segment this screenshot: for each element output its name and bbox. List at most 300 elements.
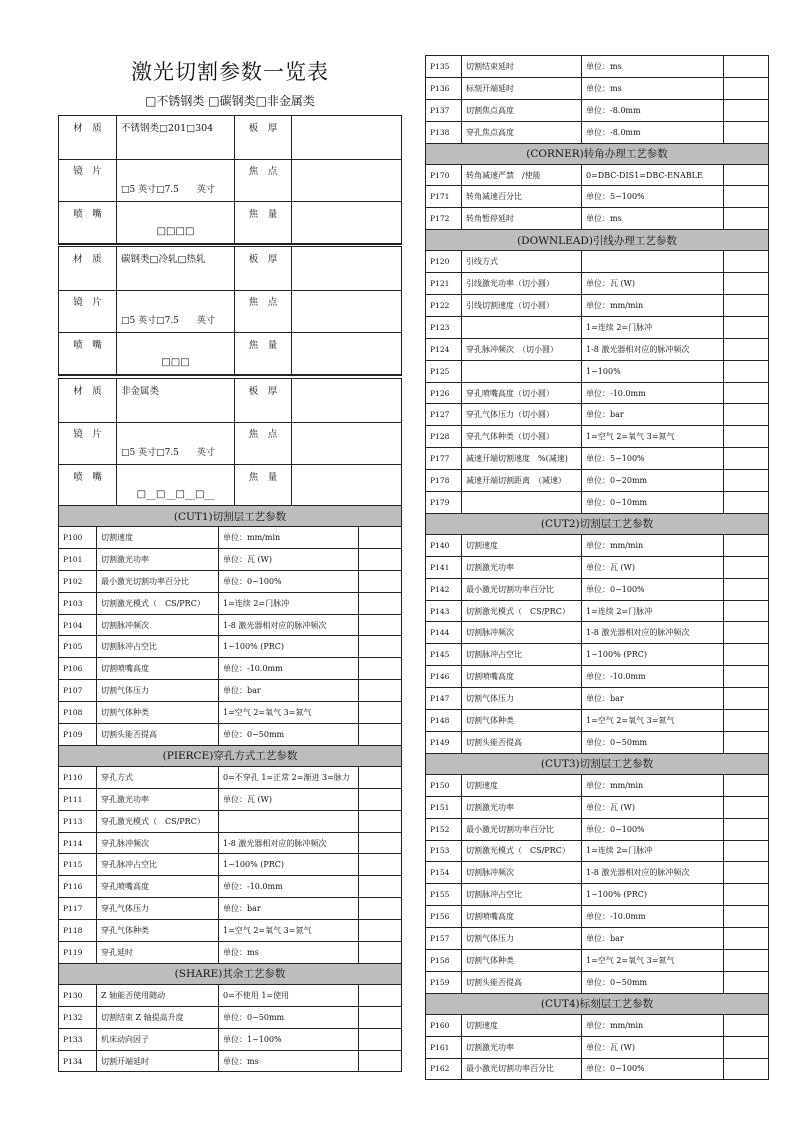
param-code: P159 [426,971,462,993]
section-title: (CUT3)切割层工艺参数 [426,753,769,774]
thickness-value [292,116,402,160]
param-unit: 单位：mm/min [582,534,724,556]
param-row [59,810,402,832]
param-code: P121 [426,273,462,295]
param-name: 转角减速严禁 /使能 [462,164,582,186]
param-unit: 0=DBC-DIS1=DBC-ENABLE [582,164,724,186]
param-unit: 单位：瓦 (W) [582,273,724,295]
param-name: 转角暂停延时 [462,208,582,230]
section-title: (PIERCE)穿孔方式工艺参数 [59,745,402,766]
param-value [724,796,769,818]
param-code: P142 [426,578,462,600]
param-code: P170 [426,164,462,186]
section-title: (SHARE)其余工艺参数 [59,963,402,984]
param-unit: 单位：mm/min [582,774,724,796]
param-code: P146 [426,666,462,688]
material-value: 不锈钢类□201□304 [117,116,235,160]
param-row [426,492,769,514]
param-name: 切割激光功率 [462,556,582,578]
focal-label: 焦 量 [235,202,292,244]
param-name: 穿孔气体压力（切小圆） [462,404,582,426]
param-unit: 单位：0~100% [582,818,724,840]
focal-label: 焦 量 [235,333,292,375]
param-code: P105 [59,636,97,658]
param-code: P141 [426,556,462,578]
param-row [59,854,402,876]
param-code: P153 [426,840,462,862]
material-label: 材 质 [59,116,117,160]
param-name: 切割速度 [97,527,219,549]
material-label: 材 质 [59,379,117,423]
section-header [426,230,769,251]
param-value [359,920,402,942]
param-code: P147 [426,688,462,710]
param-code: P100 [59,527,97,549]
param-value [724,492,769,514]
param-name: 穿孔激光模式（ CS/PRC） [97,810,219,832]
param-code: P130 [59,984,97,1006]
material-value: 碳钢类□冷轧□热轧 [117,247,235,291]
param-unit: 单位：瓦 (W) [582,1036,724,1058]
param-unit: 单位：bar [582,404,724,426]
param-row [426,840,769,862]
param-code: P155 [426,884,462,906]
param-unit: 1=空气 2=氧气 3=氮气 [582,949,724,971]
param-unit: 单位：0~50mm [582,971,724,993]
param-row [426,77,769,99]
param-name: 穿孔焦点高度 [462,121,582,143]
param-code: P149 [426,731,462,753]
param-name: 切割喷嘴高度 [462,906,582,928]
param-code: P108 [59,702,97,724]
param-value [359,1028,402,1050]
param-value [724,731,769,753]
param-value [359,702,402,724]
param-row [426,208,769,230]
param-code: P157 [426,928,462,950]
param-row [59,984,402,1006]
param-value [724,774,769,796]
param-name: 切割气体种类 [462,949,582,971]
param-row [426,666,769,688]
param-value [359,680,402,702]
param-code: P114 [59,832,97,854]
param-code: P156 [426,906,462,928]
param-unit: 1-8 激光器相对应的脉冲频次 [219,614,359,636]
param-code: P161 [426,1036,462,1058]
param-value [724,534,769,556]
param-name: Z 轴能否使用随动 [97,984,219,1006]
param-value [724,448,769,470]
param-unit: 1~100% [582,360,724,382]
param-value [359,898,402,920]
material-value: 非金属类 [117,379,235,423]
param-unit: 1~100% (PRC) [219,854,359,876]
param-unit: 1-8 激光器相对应的脉冲频次 [582,862,724,884]
param-code: P111 [59,788,97,810]
param-row [426,906,769,928]
param-row [59,614,402,636]
param-value [724,906,769,928]
param-name: 引线方式 [462,251,582,273]
param-code: P162 [426,1058,462,1080]
param-row [59,680,402,702]
focal-label: 焦 量 [235,465,292,507]
param-row [426,99,769,121]
param-row [426,1036,769,1058]
param-unit: 1=空气 2=氧气 3=氮气 [582,426,724,448]
param-value [724,121,769,143]
lens-value: □5 英寸□7.5 英寸 [117,291,235,333]
param-name: 切割气体种类 [462,710,582,732]
param-code: P158 [426,949,462,971]
param-value [724,316,769,338]
param-code: P137 [426,99,462,121]
param-name: 切割气体压力 [462,688,582,710]
param-value [359,984,402,1006]
section-header [59,963,402,984]
section-header [426,993,769,1014]
focus-value [292,291,402,333]
param-value [724,99,769,121]
param-name: 最小激光切割功率百分比 [462,578,582,600]
param-name: 切割脉冲频次 [462,622,582,644]
param-value [724,928,769,950]
param-unit: 1~100% (PRC) [582,884,724,906]
param-value [724,404,769,426]
param-unit: 1=空气 2=氧气 3=氮气 [219,920,359,942]
param-unit [582,251,724,273]
focus-label: 焦 点 [235,160,292,202]
param-name: 切割脉冲占空比 [462,644,582,666]
param-row [59,920,402,942]
param-unit: 单位：bar [219,898,359,920]
param-code: P115 [59,854,97,876]
param-row [59,548,402,570]
param-value [359,832,402,854]
param-value [359,766,402,788]
param-name: 切割速度 [462,534,582,556]
param-name: 切割结束 Z 轴提高升度 [97,1006,219,1028]
param-row [426,121,769,143]
param-name: 切割速度 [462,1014,582,1036]
param-code: P124 [426,338,462,360]
param-unit: 单位：1~100% [219,1028,359,1050]
param-code: P110 [59,766,97,788]
param-row [426,710,769,732]
param-unit: 1-8 激光器相对应的脉冲频次 [219,832,359,854]
param-unit: 单位：0~20mm [582,470,724,492]
param-name: 转角减速百分比 [462,186,582,208]
param-row [426,426,769,448]
param-code: P117 [59,898,97,920]
param-row [59,636,402,658]
param-name: 切割激光模式（ CS/PRC） [97,592,219,614]
focus-value [292,423,402,465]
param-row [426,534,769,556]
param-value [724,186,769,208]
param-value [359,592,402,614]
param-code: P126 [426,382,462,404]
param-unit: 单位：ms [582,56,724,78]
param-name: 穿孔喷嘴高度 [97,876,219,898]
param-value [724,840,769,862]
param-code: P133 [59,1028,97,1050]
param-value [724,666,769,688]
param-value [359,854,402,876]
param-name: 切割激光功率 [97,548,219,570]
param-value [724,818,769,840]
param-value [359,636,402,658]
param-value [724,382,769,404]
param-unit: 单位：-10.0mm [219,876,359,898]
param-value [359,1050,402,1072]
param-code: P145 [426,644,462,666]
param-row [426,186,769,208]
param-unit: 单位：5~100% [582,186,724,208]
param-value [359,570,402,592]
param-name [462,316,582,338]
param-code: P102 [59,570,97,592]
param-code: P138 [426,121,462,143]
param-value [724,1036,769,1058]
nozzle-label: 喷 嘴 [59,333,117,375]
param-code: P122 [426,295,462,317]
param-value [359,614,402,636]
param-name: 切割喷嘴高度 [462,666,582,688]
param-row [426,818,769,840]
param-name: 切割气体种类 [97,702,219,724]
param-row [59,898,402,920]
param-name: 切割脉冲频次 [97,614,219,636]
param-row [59,592,402,614]
param-code: P151 [426,796,462,818]
param-unit: 单位：0~10mm [582,492,724,514]
param-unit: 单位：0~100% [582,1058,724,1080]
param-name: 切割速度 [462,774,582,796]
param-unit: 单位：ms [219,942,359,964]
param-row [426,251,769,273]
material-block [58,246,402,376]
param-name: 最小激光切割功率百分比 [462,818,582,840]
nozzle-value: □□□ [117,333,235,375]
param-unit: 单位：5~100% [582,448,724,470]
param-row [59,570,402,592]
param-value [359,548,402,570]
param-name: 切割焦点高度 [462,99,582,121]
param-row [59,832,402,854]
param-row [59,788,402,810]
param-value [724,971,769,993]
left-parameter-table [58,505,402,1072]
lens-value: □5 英寸□7.5 英寸 [117,160,235,202]
material-type-checkboxes: □不锈钢类 □碳钢类□非金属类 [145,94,315,108]
param-row [59,942,402,964]
param-row [59,1050,402,1072]
param-name: 引线激光功率（切小圆） [462,273,582,295]
param-name: 切割脉冲占空比 [462,884,582,906]
param-row [426,295,769,317]
param-row [426,470,769,492]
param-unit: 单位：mm/min [582,295,724,317]
param-value [359,527,402,549]
param-name: 穿孔喷嘴高度（切小圆） [462,382,582,404]
param-name [462,360,582,382]
param-value [724,295,769,317]
param-value [724,884,769,906]
thickness-label: 板 厚 [235,379,292,423]
param-row [59,658,402,680]
param-row [59,1028,402,1050]
param-row [59,766,402,788]
param-row [426,273,769,295]
param-value [724,56,769,78]
param-value [359,1006,402,1028]
param-unit: 单位：mm/min [219,527,359,549]
section-header [426,143,769,164]
param-value [359,876,402,898]
param-name: 引线切割速度（切小圆） [462,295,582,317]
param-unit: 单位：bar [219,680,359,702]
param-name: 切割气体压力 [462,928,582,950]
param-code: P125 [426,360,462,382]
param-name: 切割脉冲占空比 [97,636,219,658]
param-name: 减速开端切割速度 %(减速) [462,448,582,470]
material-label: 材 质 [59,247,117,291]
param-row [426,971,769,993]
focus-value [292,160,402,202]
param-code: P123 [426,316,462,338]
param-code: P144 [426,622,462,644]
param-code: P179 [426,492,462,514]
param-value [724,600,769,622]
section-title: (DOWNLEAD)引线办理工艺参数 [426,230,769,251]
focal-value [292,202,402,244]
thickness-label: 板 厚 [235,116,292,160]
param-code: P148 [426,710,462,732]
param-name: 切割头能否提高 [462,731,582,753]
param-code: P178 [426,470,462,492]
param-row [426,338,769,360]
param-value [724,338,769,360]
section-header [426,753,769,774]
param-row [426,404,769,426]
param-row [426,1014,769,1036]
param-name: 切割开端延时 [97,1050,219,1072]
param-row [426,578,769,600]
param-unit: 1~100% (PRC) [219,636,359,658]
param-code: P107 [59,680,97,702]
param-name: 减速开端切割距离 （减速） [462,470,582,492]
section-title: (CUT2)切割层工艺参数 [426,513,769,534]
material-block [58,378,402,508]
param-row [59,876,402,898]
param-row [426,164,769,186]
param-name: 切割喷嘴高度 [97,658,219,680]
param-name: 穿孔脉冲频次 （切小圆） [462,338,582,360]
param-row [426,382,769,404]
param-unit: 1=连续 2=门脉冲 [582,600,724,622]
param-name: 穿孔气体压力 [97,898,219,920]
param-unit: 1=连续 2=门脉冲 [582,840,724,862]
param-name: 穿孔延时 [97,942,219,964]
param-unit: 1=空气 2=氧气 3=氮气 [582,710,724,732]
focus-label: 焦 点 [235,423,292,465]
param-name: 穿孔脉冲占空比 [97,854,219,876]
param-value [724,688,769,710]
param-name: 最小激光切割功率百分比 [97,570,219,592]
param-row [59,527,402,549]
param-name: 穿孔方式 [97,766,219,788]
lens-label: 镜 片 [59,160,117,202]
nozzle-value: □__□__□__□__ [117,465,235,507]
param-code: P154 [426,862,462,884]
focal-value [292,465,402,507]
param-name: 切割激光模式（ CS/PRC） [462,840,582,862]
param-row [426,688,769,710]
param-unit: 单位：-8.0mm [582,99,724,121]
param-code: P134 [59,1050,97,1072]
param-name: 最小激光切割功率百分比 [462,1058,582,1080]
param-value [724,273,769,295]
param-unit: 单位：-10.0mm [219,658,359,680]
param-value [724,470,769,492]
param-code: P177 [426,448,462,470]
param-code: P101 [59,548,97,570]
param-code: P116 [59,876,97,898]
param-unit: 1=连续 2=门脉冲 [582,316,724,338]
param-code: P135 [426,56,462,78]
param-row [426,731,769,753]
param-row [426,644,769,666]
lens-value: □5 英寸□7.5 英寸 [117,423,235,465]
thickness-value [292,247,402,291]
param-code: P140 [426,534,462,556]
param-unit: 单位：0~100% [219,570,359,592]
section-header [59,506,402,527]
param-name [462,492,582,514]
param-value [724,622,769,644]
param-unit: 单位：bar [582,688,724,710]
param-name: 切割头能否提高 [97,724,219,746]
param-value [724,556,769,578]
focus-label: 焦 点 [235,291,292,333]
page-title: 激光切割参数一览表 [131,60,329,84]
param-unit: 单位：瓦 (W) [582,796,724,818]
param-code: P120 [426,251,462,273]
param-row [426,600,769,622]
param-code: P109 [59,724,97,746]
param-value [724,949,769,971]
param-row [426,622,769,644]
param-code: P143 [426,600,462,622]
param-value [359,724,402,746]
param-unit: 单位：mm/min [582,1014,724,1036]
param-unit: 1=连续 2=门脉冲 [219,592,359,614]
param-unit: 1-8 激光器相对应的脉冲频次 [582,622,724,644]
param-value [724,426,769,448]
material-block [58,115,402,245]
param-unit: 1=空气 2=氧气 3=氮气 [219,702,359,724]
param-row [426,862,769,884]
nozzle-label: 喷 嘴 [59,465,117,507]
lens-label: 镜 片 [59,423,117,465]
param-value [724,710,769,732]
param-code: P160 [426,1014,462,1036]
param-value [724,208,769,230]
param-row [59,724,402,746]
param-value [724,578,769,600]
